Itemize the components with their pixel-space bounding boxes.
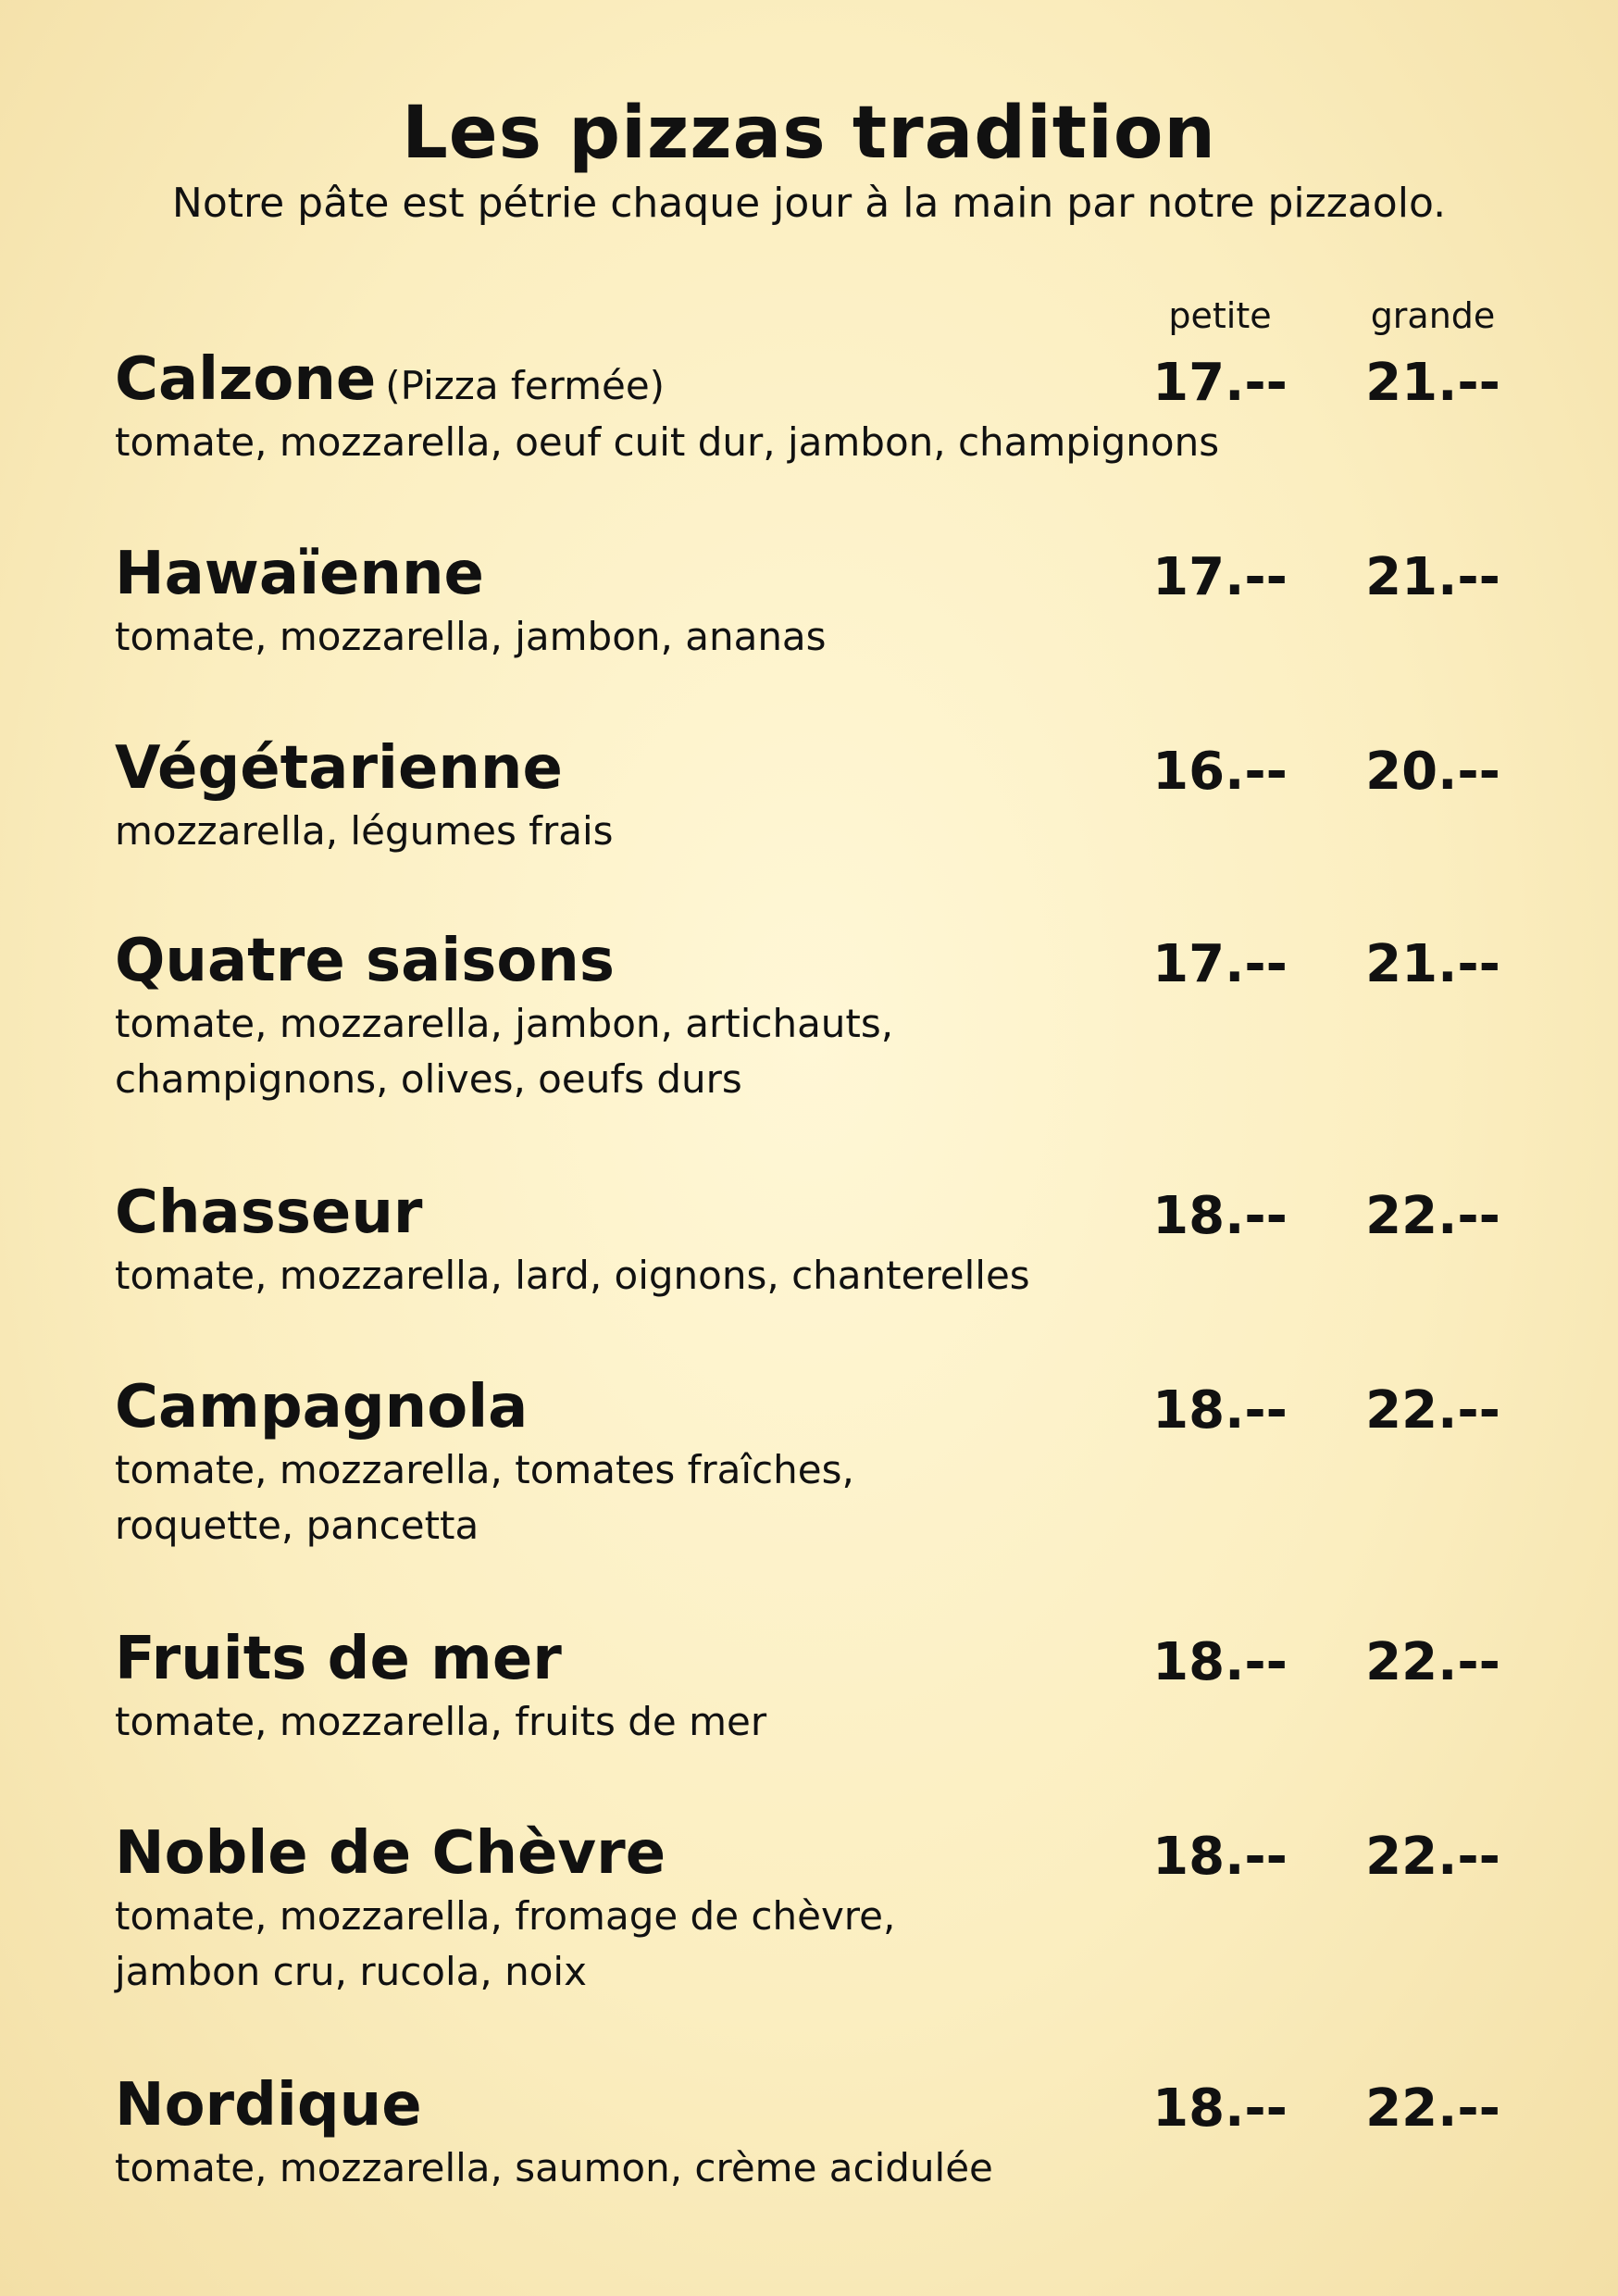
menu-item [115, 2071, 1540, 2196]
item-note: (Pizza fermée) [385, 363, 666, 408]
price-grande: 22.-- [1365, 1186, 1500, 1246]
column-header-grande: grande [1370, 295, 1496, 336]
item-description [115, 609, 1540, 665]
item-name-text: Calzone [115, 345, 377, 414]
description-line: tomate, mozzarella, oeuf cuit dur, jambon, champignons [115, 419, 1220, 465]
item-name [115, 734, 1540, 803]
item-description [115, 804, 1540, 859]
item-description [115, 1889, 1540, 2000]
description-line: jambon cru, rucola, noix [115, 1949, 587, 1994]
item-description [115, 415, 1540, 470]
page-subtitle: Notre pâte est pétrie chaque jour à la main par notre pizzaolo. [171, 180, 1447, 227]
description-line: tomate, mozzarella, jambon, ananas [115, 614, 827, 659]
description-line: tomate, mozzarella, fruits de mer [115, 1699, 767, 1744]
item-name [115, 1819, 1540, 1888]
item-description [115, 2140, 1540, 2196]
item-name-text: Fruits de mer [115, 1625, 562, 1693]
description-line: champignons, olives, oeufs durs [115, 1056, 742, 1102]
menu-item [115, 1819, 1540, 2000]
description-line: tomate, mozzarella, fromage de chèvre, [115, 1893, 896, 1939]
menu-item [115, 540, 1540, 665]
description-line: tomate, mozzarella, tomates fraîches, [115, 1447, 854, 1492]
price-petite: 18.-- [1152, 1380, 1288, 1441]
price-grande: 21.-- [1365, 934, 1500, 994]
item-name-text: Quatre saisons [115, 927, 615, 995]
price-petite: 18.-- [1152, 1186, 1288, 1246]
description-line: tomate, mozzarella, jambon, artichauts, [115, 1001, 894, 1046]
item-name-text: Noble de Chèvre [115, 1819, 666, 1888]
item-name [115, 1373, 1540, 1441]
item-name [115, 1625, 1540, 1693]
description-line: tomate, mozzarella, lard, oignons, chanterelles [115, 1253, 1030, 1298]
price-grande: 22.-- [1365, 2078, 1500, 2139]
description-line: roquette, pancetta [115, 1503, 479, 1548]
item-name [115, 345, 1540, 414]
menu-item [115, 1373, 1540, 1554]
description-line: tomate, mozzarella, saumon, crème acidulée [115, 2145, 993, 2190]
price-petite: 17.-- [1152, 353, 1288, 413]
item-name [115, 1179, 1540, 1247]
price-grande: 22.-- [1365, 1632, 1500, 1692]
menu-item [115, 345, 1540, 470]
item-description [115, 1694, 1540, 1750]
price-petite: 18.-- [1152, 1632, 1288, 1692]
price-petite: 18.-- [1152, 2078, 1288, 2139]
price-grande: 21.-- [1365, 353, 1500, 413]
column-header-petite: petite [1168, 295, 1272, 336]
item-name-text: Chasseur [115, 1179, 423, 1247]
price-petite: 18.-- [1152, 1827, 1288, 1887]
item-name-text: Campagnola [115, 1373, 529, 1441]
item-description [115, 996, 1540, 1107]
item-name [115, 2071, 1540, 2140]
item-description [115, 1442, 1540, 1554]
item-name [115, 927, 1540, 995]
item-name-text: Nordique [115, 2071, 422, 2140]
menu-item [115, 927, 1540, 1107]
price-grande: 22.-- [1365, 1827, 1500, 1887]
item-description [115, 1248, 1540, 1304]
page-title: Les pizzas tradition [402, 92, 1216, 175]
menu-item [115, 734, 1540, 859]
price-grande: 21.-- [1365, 547, 1500, 607]
description-line: mozzarella, légumes frais [115, 808, 614, 854]
price-grande: 22.-- [1365, 1380, 1500, 1441]
price-petite: 17.-- [1152, 934, 1288, 994]
menu-item [115, 1179, 1540, 1304]
menu-item [115, 1625, 1540, 1750]
item-name [115, 540, 1540, 608]
item-name-text: Végétarienne [115, 734, 563, 803]
price-petite: 17.-- [1152, 547, 1288, 607]
price-petite: 16.-- [1152, 742, 1288, 802]
price-grande: 20.-- [1365, 742, 1500, 802]
item-name-text: Hawaïenne [115, 540, 484, 608]
